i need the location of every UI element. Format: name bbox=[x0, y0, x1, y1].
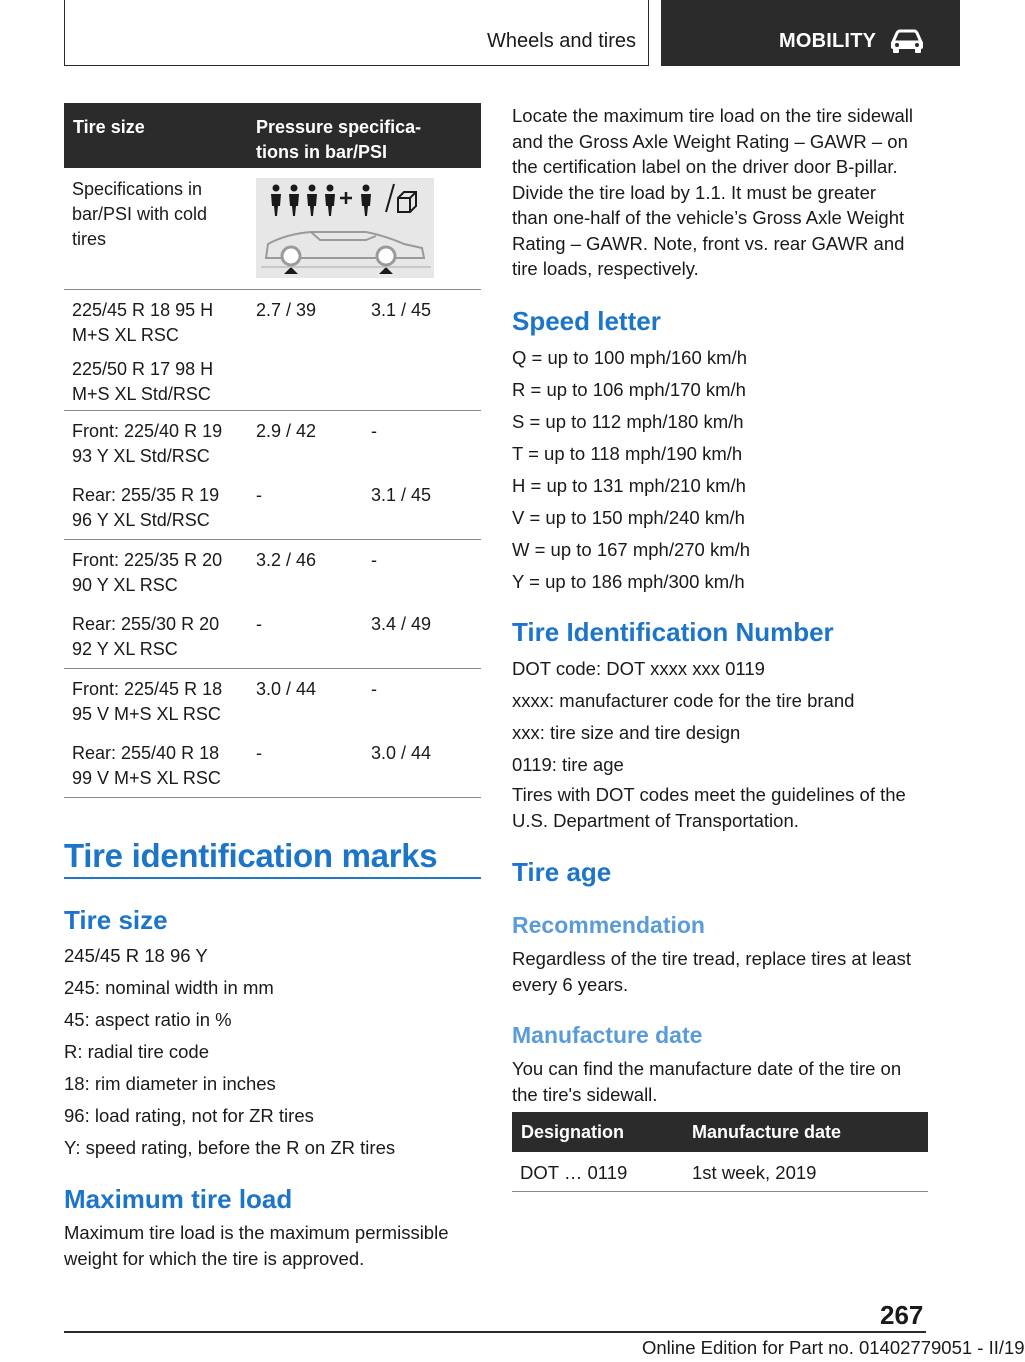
front-pressure: - bbox=[256, 614, 262, 634]
text-line: xxx: tire size and tire design bbox=[512, 722, 741, 743]
rear-pressure: - bbox=[371, 550, 377, 570]
table-row bbox=[64, 290, 481, 411]
text-line: 45: aspect ratio in % bbox=[64, 1009, 232, 1030]
table-row-group bbox=[64, 540, 481, 669]
text-line: R: radial tire code bbox=[64, 1041, 209, 1062]
text-line: Y: speed rating, before the R on ZR tires bbox=[64, 1137, 396, 1158]
cell-line: Specifications in bbox=[72, 179, 203, 199]
cell-line: 95 V M+S XL RSC bbox=[72, 704, 221, 724]
cell-line: 90 Y XL RSC bbox=[72, 575, 178, 595]
table-header bbox=[64, 103, 481, 168]
max-load-heading: Maximum tire load bbox=[64, 1184, 293, 1214]
tire-pressure-table bbox=[64, 103, 481, 798]
table-header bbox=[512, 1112, 928, 1152]
cell-line: 96 Y XL Std/RSC bbox=[72, 510, 210, 530]
cell-line: Rear: 255/35 R 19 bbox=[72, 485, 220, 505]
text-line: Maximum tire load is the maximum permissible bbox=[64, 1222, 449, 1243]
section-title: Wheels and tires bbox=[487, 30, 636, 52]
rear-pressure: 3.4 / 49 bbox=[371, 614, 432, 634]
tire-size-cell bbox=[72, 741, 221, 791]
tire-size-cell bbox=[72, 548, 222, 598]
rear-pressure: 3.0 / 44 bbox=[371, 743, 432, 763]
col-pressure-line: Pressure specifica- bbox=[256, 117, 422, 137]
cell-line: M+S XL RSC bbox=[72, 325, 179, 345]
front-pressure: - bbox=[256, 743, 262, 763]
rear-pressure: 3.1 / 45 bbox=[371, 485, 432, 505]
tin-heading: Tire Identification Number bbox=[512, 617, 834, 647]
text-line: tire loads, respectively. bbox=[512, 258, 699, 279]
date-cell: 1st week, 2019 bbox=[692, 1162, 817, 1183]
header-chapter-box bbox=[661, 0, 960, 66]
text-line: DOT code: DOT xxxx xxx 0119 bbox=[512, 658, 765, 679]
tire-size-cell bbox=[72, 298, 213, 407]
cell-line: 93 Y XL Std/RSC bbox=[72, 446, 210, 466]
table-row-group bbox=[64, 669, 481, 798]
front-pressure: 3.2 / 46 bbox=[256, 550, 317, 570]
cell-line: bar/PSI with cold bbox=[72, 204, 208, 224]
text-line: weight for which the tire is approved. bbox=[64, 1247, 365, 1269]
cell-line: Front: 225/45 R 18 bbox=[72, 679, 223, 699]
text-line: xxxx: manufacturer code for the tire brand bbox=[512, 690, 855, 711]
text-line: the tire's sidewall. bbox=[512, 1083, 658, 1105]
text-line: the certification label on the driver door B-pillar. bbox=[512, 156, 898, 177]
text-line: 96: load rating, not for ZR tires bbox=[64, 1105, 314, 1126]
page-number: 267 bbox=[880, 1300, 924, 1330]
text-line: H = up to 131 mph/210 km/h bbox=[512, 475, 746, 496]
manufacture-date-table bbox=[512, 1112, 928, 1192]
cell-line: Front: 225/40 R 19 bbox=[72, 421, 223, 441]
cell-line: 99 V M+S XL RSC bbox=[72, 768, 221, 788]
tire-size-cell bbox=[72, 483, 219, 533]
text-line: Tires with DOT codes meet the guidelines of the bbox=[512, 784, 906, 805]
spec-description bbox=[72, 177, 207, 252]
tire-identification-heading: Tire identification marks bbox=[64, 837, 438, 874]
text-line: every 6 years. bbox=[512, 973, 629, 995]
speed-letter-list bbox=[512, 342, 750, 598]
tire-size-cell bbox=[72, 419, 222, 469]
cell-line: tires bbox=[72, 229, 107, 249]
max-load-instructions bbox=[512, 103, 913, 282]
cell-line: Rear: 255/40 R 18 bbox=[72, 743, 220, 763]
footer-rule bbox=[64, 1331, 926, 1333]
cell-line: 225/50 R 17 98 H bbox=[72, 359, 214, 379]
front-pressure: - bbox=[256, 485, 262, 505]
text-line: 0119: tire age bbox=[512, 754, 624, 775]
front-pressure: 3.0 / 44 bbox=[256, 679, 317, 699]
tin-note bbox=[512, 782, 906, 833]
col-designation: Designation bbox=[521, 1122, 625, 1142]
rear-pressure: 3.1 / 45 bbox=[371, 300, 432, 320]
recommendation-text bbox=[512, 946, 911, 997]
heading-rule bbox=[64, 877, 481, 879]
front-pressure: 2.7 / 39 bbox=[256, 300, 317, 320]
manufacture-date-text bbox=[512, 1056, 901, 1107]
col-pressure-line: tions in bar/PSI bbox=[256, 142, 388, 162]
tire-size-list bbox=[64, 940, 395, 1164]
text-line: 245: nominal width in mm bbox=[64, 977, 274, 998]
load-pictogram-icon bbox=[256, 178, 434, 278]
text-line: Y = up to 186 mph/300 km/h bbox=[512, 571, 745, 592]
table-row-group bbox=[64, 411, 481, 540]
text-line: Q = up to 100 mph/160 km/h bbox=[512, 347, 747, 368]
col-pressure bbox=[256, 115, 421, 165]
text-line: than one-half of the vehicle’s Gross Axle Weight bbox=[512, 207, 905, 228]
text-line: R = up to 106 mph/170 km/h bbox=[512, 379, 746, 400]
tire-size-cell bbox=[72, 612, 219, 662]
text-line: Locate the maximum tire load on the tire sidewall bbox=[512, 105, 914, 126]
cell-line: M+S XL Std/RSC bbox=[72, 384, 211, 404]
text-line: You can find the manufacture date of the tire on bbox=[512, 1058, 902, 1079]
text-line: Rating – GAWR. Note, front vs. rear GAWR and bbox=[512, 232, 905, 254]
col-manufacture-date: Manufacture date bbox=[692, 1122, 842, 1142]
table-row bbox=[64, 168, 481, 290]
text-line: V = up to 150 mph/240 km/h bbox=[512, 507, 745, 528]
manufacture-date-heading: Manufacture date bbox=[512, 1022, 703, 1048]
text-line: and the Gross Axle Weight Rating – GAWR – on bbox=[512, 130, 908, 152]
tire-size-heading: Tire size bbox=[64, 905, 168, 935]
car-icon bbox=[889, 28, 925, 54]
speed-letter-heading: Speed letter bbox=[512, 306, 661, 336]
designation-cell: DOT … 0119 bbox=[520, 1162, 628, 1183]
edition-note: Online Edition for Part no. 01402779051 - II/19 bbox=[642, 1337, 1025, 1358]
cell-line: Rear: 255/30 R 20 bbox=[72, 614, 220, 634]
text-line: 18: rim diameter in inches bbox=[64, 1073, 276, 1094]
max-load-text bbox=[64, 1220, 449, 1271]
text-line: 245/45 R 18 96 Y bbox=[64, 945, 208, 966]
text-line: Divide the tire load by 1.1. It must be greater bbox=[512, 181, 877, 203]
front-pressure: 2.9 / 42 bbox=[256, 421, 317, 441]
text-line: S = up to 112 mph/180 km/h bbox=[512, 411, 744, 432]
rear-pressure: - bbox=[371, 679, 377, 699]
text-line: W = up to 167 mph/270 km/h bbox=[512, 539, 751, 560]
recommendation-heading: Recommendation bbox=[512, 912, 705, 938]
cell-line: Front: 225/35 R 20 bbox=[72, 550, 223, 570]
col-tire-size: Tire size bbox=[73, 117, 145, 137]
table-row bbox=[512, 1152, 928, 1192]
text-line: T = up to 118 mph/190 km/h bbox=[512, 443, 743, 464]
header-section-box bbox=[64, 0, 649, 66]
tire-age-heading: Tire age bbox=[512, 857, 612, 887]
tire-size-cell bbox=[72, 677, 222, 727]
text-line: Regardless of the tire tread, replace tires at least bbox=[512, 948, 911, 969]
cell-line: 92 Y XL RSC bbox=[72, 639, 178, 659]
text-line: U.S. Department of Transportation. bbox=[512, 809, 799, 831]
chapter-title: MOBILITY bbox=[779, 30, 877, 52]
cell-line: 225/45 R 18 95 H bbox=[72, 300, 214, 320]
tin-list bbox=[512, 653, 854, 781]
rear-pressure: - bbox=[371, 421, 377, 441]
